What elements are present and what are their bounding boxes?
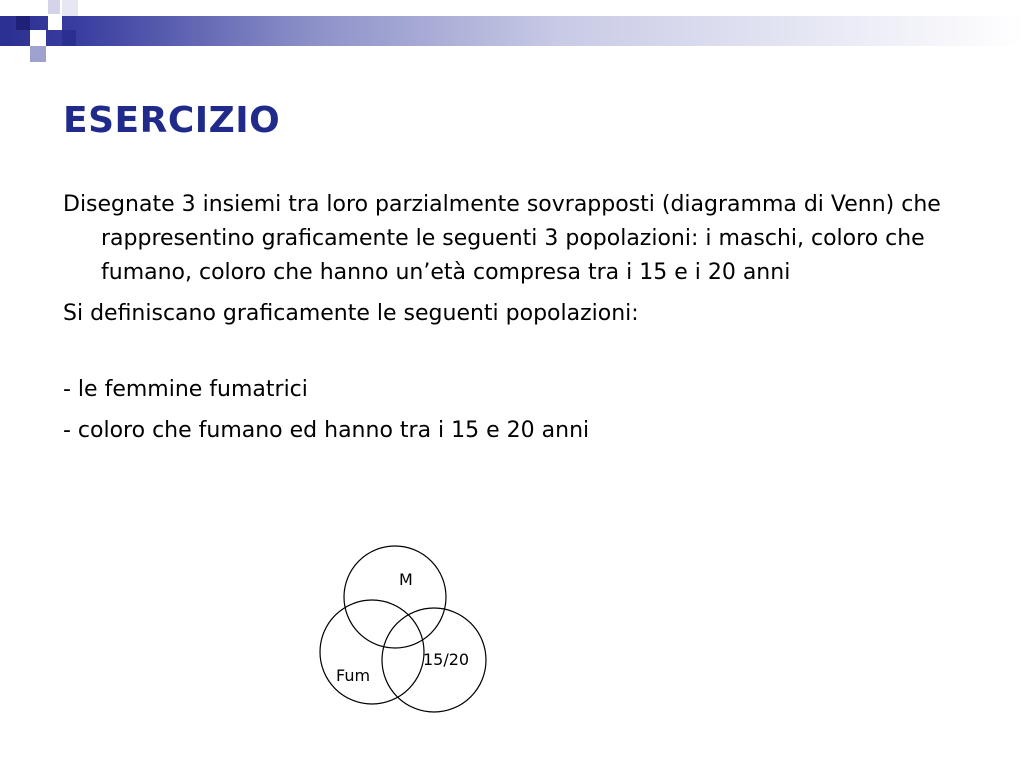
header-square-decoration: [16, 16, 30, 30]
venn-diagram: [310, 540, 500, 720]
header-square-decoration: [62, 0, 78, 16]
slide-body: [63, 188, 983, 455]
header-square-decoration: [30, 46, 46, 62]
instruction-subheading: Si definiscano graficamente le seguenti popolazioni:: [63, 301, 639, 326]
header-square-decoration: [30, 30, 46, 46]
venn-label-age: 15/20: [423, 650, 470, 669]
task-item: - coloro che fumano ed hanno tra i 15 e 20 anni: [63, 418, 590, 443]
task-item: - le femmine fumatrici: [63, 377, 308, 402]
venn-circle-m: [344, 546, 446, 648]
venn-label-fum: Fum: [336, 666, 371, 685]
header-gradient-bar: [0, 16, 1024, 46]
venn-label-m: M: [399, 570, 413, 589]
spacer: [63, 338, 983, 373]
venn-circle-fum: [320, 600, 424, 704]
header-square-decoration: [62, 30, 76, 46]
slide-title: ESERCIZIO: [63, 100, 281, 141]
header-square-decoration: [48, 0, 60, 14]
instruction-paragraph: Disegnate 3 insiemi tra loro parzialmente sovrapposti (diagramma di Venn) che rappresentino graficamente le seguenti 3 popolazioni: i maschi, coloro che fumano, coloro che hanno un’età compresa tra i 15 e i 20 anni: [63, 192, 941, 285]
header-square-decoration: [48, 16, 62, 30]
